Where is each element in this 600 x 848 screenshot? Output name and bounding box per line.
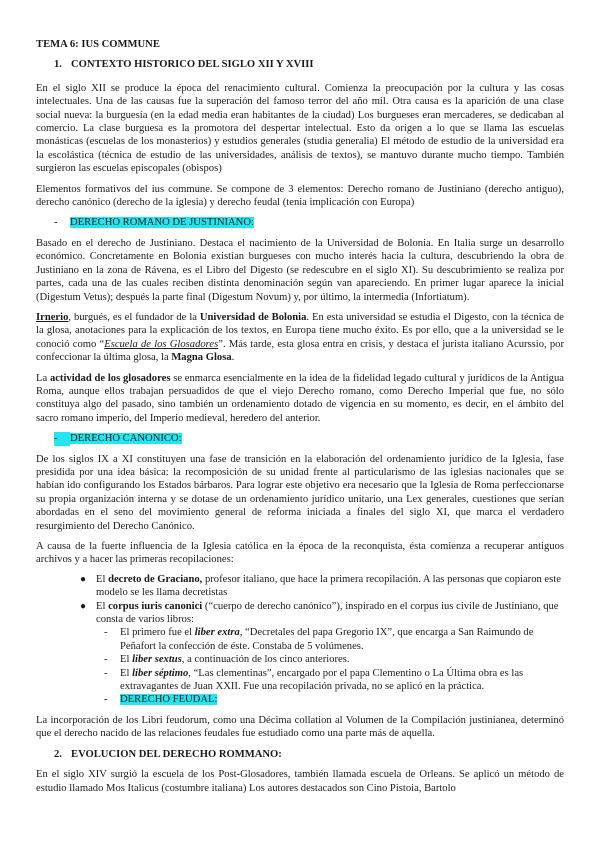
heading-derecho-feudal [96, 693, 564, 706]
list-item: - El liber séptimo, “Las clementinas”, encargado por el papa Clementino o La Última obra es las extravagantes de Juan XXII. Fue una recopilación privada, no se aplicó en la práctica. [104, 667, 524, 693]
magna-glosa-text: Magna Glosa [171, 352, 232, 364]
bullet-icon: ● [80, 573, 87, 585]
libros-list [96, 626, 564, 693]
heading-derecho-canonico-label: DERECHO CANONICO: [70, 433, 182, 445]
section-1-title: CONTEXTO HISTORICO DEL SIGLO XII Y XVIII [71, 59, 314, 71]
section-2-heading [36, 748, 564, 761]
section-1-heading [36, 58, 564, 71]
heading-derecho-canonico [36, 432, 564, 445]
paragraph-recopilaciones: A causa de la fuerte influencia de la Iglesia católica en la época de la reconquista, ésta comienza a recuperar antiguos archivos y a hacer las primeras recopilaciones: [36, 541, 564, 566]
recopilaciones-list [36, 573, 564, 707]
heading-dash: - [54, 432, 70, 445]
heading-derecho-romano [36, 216, 564, 229]
actividad-glosadores-text: actividad de los glosadores [49, 372, 171, 384]
document-title: TEMA 6: IUS COMMUNE [36, 39, 160, 50]
paragraph-justiniano: Basado en el derecho de Justiniano. Destaca el nacimiento de la Universidad de Bolonia. En Italia surge un desarrollo económico. Concretamente en Bolonia existían burgueses con mucho interés hacia la cultura, descubriendo la obra de Justiniano en la zona de Rávena, es el Libro del Digesto (se redescubre en el siglo XI). Su descubrimiento se realiza por partes, cada una de las cuales reciben distinta denominación según van apareciendo. En primer lugar aparece la inicial (Digestum Vetus); después la parte final (Digestum Novum) y, por último, la intermedia (Infortiatum). [36, 237, 564, 303]
paragraph-elementos: Elementos formativos del ius commune. Se compone de 3 elementos: Derecho romano de Justiniano (derecho antiguo), derecho canónico (derecho de la iglesia) y derecho feudal (tenia implicación con Europa) [36, 183, 564, 209]
list-item: ● El decreto de Graciano, profesor italiano, que hace la primera recopilación. A las personas que copiaron este modelo se les llama decretistas [80, 573, 561, 599]
paragraph-canonico: De los siglos IX a XI constituyen una fase de transición en la elaboración del ordenamiento jurídico de la Iglesia, fase presidida por una idea básica: la recomposición de su unidad frente al particularismo de las iglesias nacionales que se habían ido configurando los Estados bárbaros. Para lograr este objetivo era necesario que la Iglesia de Roma perfeccionarse su propia organización interna y se dotase de un ordenamiento jurídico unitario, una Lex generales, cuestiones que serían abordadas en el seno del movimiento general de reforma iniciada a finales del siglo XI, que marca el verdadero resurgimiento del Derecho Canónico. [36, 453, 564, 532]
paragraph-feudal: La incorporación de los Libri feudorum, como una Décima collation al Volumen de la Compilación justinianea, determinó que el derecho nacido de las relaciones feudales fue estudiado como una parte más de aquella. [36, 714, 564, 740]
bullet-icon: ● [80, 600, 87, 612]
paragraph-renacimiento: En el siglo XII se produce la época del renacimiento cultural. Comienza la preocupación por la cultura y las cosas intelectuales. Una de las causas fue la superación del famoso terror del año mil. Otra causa es la aparición de una clase social nueva: la burguesía (en la edad media eran habitantes de la ciudad) Los burgueses eran mercaderes, se dedicaban al comercio. La clase burguesa es la promotora del despertar intelectual. Esto da origen a lo que se llama las escuelas monásticas (escuelas de los monasterios) y estudios generales (studia generalia) El método de estudio de la universidad era la escolástica (técnica de estudio de las universidades, análisis de textos), se mantuvo durante mucho tiempo. También surgieron las escuelas episcopales (obispos) [36, 82, 564, 175]
heading-dash: - [54, 217, 58, 229]
section-2-number: 2. [54, 748, 62, 760]
list-item: - El liber sextus, a continuación de los cinco anteriores. [104, 654, 350, 666]
irnerio-text: Irnerio [36, 311, 69, 323]
paragraph-irnerio: Irnerio, burgués, es el fundador de la Universidad de Bolonia. En esta universidad se estudia el Digesto, con la técnica de la glosa, anotaciones para la explicación de los textos, en Europa tiene mucho éxito. Es por ello, que a la universidad se le conoció como “Escuela de los Glosadores”. Más tarde, esta glosa entra en crisis, y destaca el jurista italiano Acurssio, por confeccionar la última glosa, la Magna Glosa. [36, 311, 564, 364]
escuela-glosadores-text: Escuela de los Glosadores [104, 338, 219, 350]
list-item: ● El corpus iuris canonici (“cuerpo de derecho canónico”), inspirado en el corpus ius civile de Justiniano, que consta de varios libros: - El primero fue el liber extra, “Decretales del papa Gregorio IX”, que encarga a San Raimundo de Peñafort la confección de éste. Constaba de 5 volúmenes. - El liber sextus, a continuación de los cinco anteriores. - El liber séptimo, “Las clementinas”, encargado por el papa Clementino o La Última obra es las extravagantes de Juan XXII. Fue una recopilación privada, no se aplicó en la práctica. - DERECHO FEUDAL: [36, 600, 564, 707]
section-2-title: EVOLUCION DEL DERECHO ROMMANO: [71, 748, 282, 760]
heading-derecho-feudal-label: DERECHO FEUDAL: [120, 694, 218, 706]
paragraph-post-glosadores: En el siglo XIV surgió la escuela de los Post-Glosadores, también llamada escuela de Orleans. Se aplicó un método de estudio llamado Mos Italicus (costumbre italiana) Los autores destacados son Cino Pistoia, Bartolo [36, 769, 564, 794]
list-item: - El primero fue el liber extra, “Decretales del papa Gregorio IX”, que encarga a San Raimundo de Peñafort la confección de éste. Constaba de 5 volúmenes. [104, 627, 534, 652]
universidad-bolonia-text: Universidad de Bolonia [199, 311, 307, 323]
paragraph-glosadores: La actividad de los glosadores se enmarca esencialmente en la idea de la fidelidad legado cultural y jurídicos de la Antigua Roma, aunque ellos trabajan persuadidos de que el viejo Derecho romano, como Derecho Imperial que fue, no sólo constituya algo del pasado, sino también un ordenamiento dotado de vigencia en su momento, es decir, en el ámbito del sacro romano imperio, del Imperio medieval, heredero del anterior. [36, 372, 564, 424]
heading-derecho-romano-label: DERECHO ROMANO DE JUSTINIANO: [70, 217, 254, 229]
section-1-number: 1. [54, 59, 62, 71]
heading-dash: - [104, 694, 108, 706]
